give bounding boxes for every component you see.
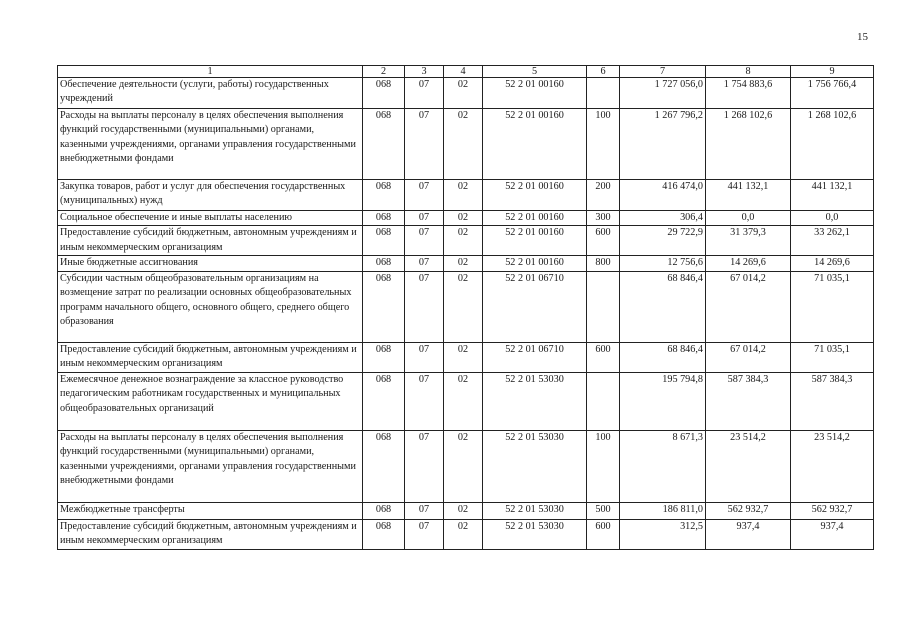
row-name: Обеспечение деятельности (услуги, работы) государственных учреждений (58, 78, 363, 109)
cell-expense-type: 800 (587, 256, 620, 271)
cell-target-article: 52 2 01 53030 (483, 372, 587, 430)
cell-target-article: 52 2 01 06710 (483, 342, 587, 372)
table-row (58, 519, 874, 549)
cell-ministry-code: 068 (363, 519, 405, 549)
column-header: 3 (405, 66, 444, 78)
cell-section: 07 (405, 342, 444, 372)
cell-subsection: 02 (444, 271, 483, 342)
cell-target-article: 52 2 01 00160 (483, 256, 587, 271)
cell-value-7: 12 756,6 (620, 256, 706, 271)
cell-section: 07 (405, 372, 444, 430)
cell-expense-type: 100 (587, 109, 620, 180)
cell-expense-type (587, 78, 620, 109)
cell-value-7: 195 794,8 (620, 372, 706, 430)
cell-value-7: 312,5 (620, 519, 706, 549)
row-name: Расходы на выплаты персоналу в целях обеспечения выполнения функций государственными (муниципальными) органами, казенными учреждениями, органами управления государственными внебюджетными фондами (58, 109, 363, 180)
row-name: Предоставление субсидий бюджетным, автономным учреждениям и иным некоммерческим организациям (58, 342, 363, 372)
cell-expense-type (587, 372, 620, 430)
table-row (58, 271, 874, 342)
cell-value-7: 1 727 056,0 (620, 78, 706, 109)
cell-value-9: 0,0 (791, 211, 874, 226)
cell-value-8: 31 379,3 (706, 226, 791, 256)
cell-value-7: 68 846,4 (620, 342, 706, 372)
cell-value-8: 1 268 102,6 (706, 109, 791, 180)
cell-target-article: 52 2 01 53030 (483, 519, 587, 549)
cell-section: 07 (405, 180, 444, 211)
cell-ministry-code: 068 (363, 271, 405, 342)
cell-value-8: 587 384,3 (706, 372, 791, 430)
table-row (58, 211, 874, 226)
cell-value-9: 33 262,1 (791, 226, 874, 256)
row-name: Предоставление субсидий бюджетным, автономным учреждениям и иным некоммерческим организациям (58, 226, 363, 256)
cell-value-8: 67 014,2 (706, 271, 791, 342)
cell-subsection: 02 (444, 256, 483, 271)
cell-value-8: 441 132,1 (706, 180, 791, 211)
cell-target-article: 52 2 01 06710 (483, 271, 587, 342)
cell-expense-type: 600 (587, 519, 620, 549)
column-header: 9 (791, 66, 874, 78)
cell-section: 07 (405, 226, 444, 256)
row-name: Субсидии частным общеобразовательным организациям на возмещение затрат по реализации основных общеобразовательных программ начального общего, основного общего, среднего общего образования (58, 271, 363, 342)
cell-ministry-code: 068 (363, 180, 405, 211)
cell-section: 07 (405, 519, 444, 549)
cell-value-8: 14 269,6 (706, 256, 791, 271)
table-row (58, 502, 874, 519)
cell-subsection: 02 (444, 211, 483, 226)
table-row (58, 430, 874, 502)
cell-value-9: 71 035,1 (791, 271, 874, 342)
cell-ministry-code: 068 (363, 372, 405, 430)
column-header: 4 (444, 66, 483, 78)
cell-value-9: 1 756 766,4 (791, 78, 874, 109)
column-header: 2 (363, 66, 405, 78)
cell-section: 07 (405, 502, 444, 519)
cell-value-7: 306,4 (620, 211, 706, 226)
page-number: 15 (857, 31, 868, 43)
cell-target-article: 52 2 01 00160 (483, 109, 587, 180)
cell-target-article: 52 2 01 00160 (483, 78, 587, 109)
cell-subsection: 02 (444, 430, 483, 502)
cell-value-9: 562 932,7 (791, 502, 874, 519)
cell-subsection: 02 (444, 180, 483, 211)
cell-value-9: 23 514,2 (791, 430, 874, 502)
cell-section: 07 (405, 256, 444, 271)
cell-subsection: 02 (444, 226, 483, 256)
cell-target-article: 52 2 01 00160 (483, 226, 587, 256)
column-header: 8 (706, 66, 791, 78)
cell-ministry-code: 068 (363, 211, 405, 226)
column-header: 6 (587, 66, 620, 78)
cell-value-8: 67 014,2 (706, 342, 791, 372)
column-header: 1 (58, 66, 363, 78)
cell-value-7: 186 811,0 (620, 502, 706, 519)
cell-expense-type: 500 (587, 502, 620, 519)
cell-value-9: 441 132,1 (791, 180, 874, 211)
header-row (58, 66, 874, 78)
cell-ministry-code: 068 (363, 109, 405, 180)
cell-value-9: 937,4 (791, 519, 874, 549)
cell-target-article: 52 2 01 53030 (483, 502, 587, 519)
cell-expense-type: 600 (587, 226, 620, 256)
row-name: Ежемесячное денежное вознаграждение за классное руководство педагогическим работникам государственных и муниципальных общеобразовательных организаций (58, 372, 363, 430)
cell-section: 07 (405, 109, 444, 180)
budget-table (57, 65, 874, 550)
cell-ministry-code: 068 (363, 256, 405, 271)
cell-expense-type (587, 271, 620, 342)
row-name: Социальное обеспечение и иные выплаты населению (58, 211, 363, 226)
table-row (58, 180, 874, 211)
cell-subsection: 02 (444, 342, 483, 372)
cell-value-8: 562 932,7 (706, 502, 791, 519)
cell-ministry-code: 068 (363, 78, 405, 109)
row-name: Межбюджетные трансферты (58, 502, 363, 519)
cell-value-8: 23 514,2 (706, 430, 791, 502)
cell-subsection: 02 (444, 519, 483, 549)
cell-value-7: 29 722,9 (620, 226, 706, 256)
cell-subsection: 02 (444, 502, 483, 519)
table-row (58, 78, 874, 109)
cell-value-7: 416 474,0 (620, 180, 706, 211)
cell-value-9: 71 035,1 (791, 342, 874, 372)
cell-expense-type: 200 (587, 180, 620, 211)
table-row (58, 256, 874, 271)
cell-subsection: 02 (444, 109, 483, 180)
cell-section: 07 (405, 211, 444, 226)
cell-target-article: 52 2 01 53030 (483, 430, 587, 502)
cell-value-9: 587 384,3 (791, 372, 874, 430)
cell-value-8: 1 754 883,6 (706, 78, 791, 109)
table-row (58, 372, 874, 430)
row-name: Расходы на выплаты персоналу в целях обеспечения выполнения функций государственными (муниципальными) органами, казенными учреждениями, органами управления государственными внебюджетными фондами (58, 430, 363, 502)
cell-ministry-code: 068 (363, 502, 405, 519)
cell-ministry-code: 068 (363, 342, 405, 372)
row-name: Предоставление субсидий бюджетным, автономным учреждениям и иным некоммерческим организациям (58, 519, 363, 549)
cell-target-article: 52 2 01 00160 (483, 180, 587, 211)
cell-subsection: 02 (444, 78, 483, 109)
cell-section: 07 (405, 271, 444, 342)
table-row (58, 109, 874, 180)
row-name: Иные бюджетные ассигнования (58, 256, 363, 271)
cell-value-9: 14 269,6 (791, 256, 874, 271)
cell-section: 07 (405, 78, 444, 109)
cell-value-8: 0,0 (706, 211, 791, 226)
cell-ministry-code: 068 (363, 226, 405, 256)
column-header: 7 (620, 66, 706, 78)
cell-value-9: 1 268 102,6 (791, 109, 874, 180)
cell-value-7: 68 846,4 (620, 271, 706, 342)
cell-value-7: 8 671,3 (620, 430, 706, 502)
cell-expense-type: 300 (587, 211, 620, 226)
cell-section: 07 (405, 430, 444, 502)
cell-value-8: 937,4 (706, 519, 791, 549)
table-row (58, 342, 874, 372)
cell-expense-type: 100 (587, 430, 620, 502)
cell-subsection: 02 (444, 372, 483, 430)
row-name: Закупка товаров, работ и услуг для обеспечения государственных (муниципальных) нужд (58, 180, 363, 211)
table-row (58, 226, 874, 256)
cell-target-article: 52 2 01 00160 (483, 211, 587, 226)
cell-expense-type: 600 (587, 342, 620, 372)
cell-ministry-code: 068 (363, 430, 405, 502)
column-header: 5 (483, 66, 587, 78)
cell-value-7: 1 267 796,2 (620, 109, 706, 180)
